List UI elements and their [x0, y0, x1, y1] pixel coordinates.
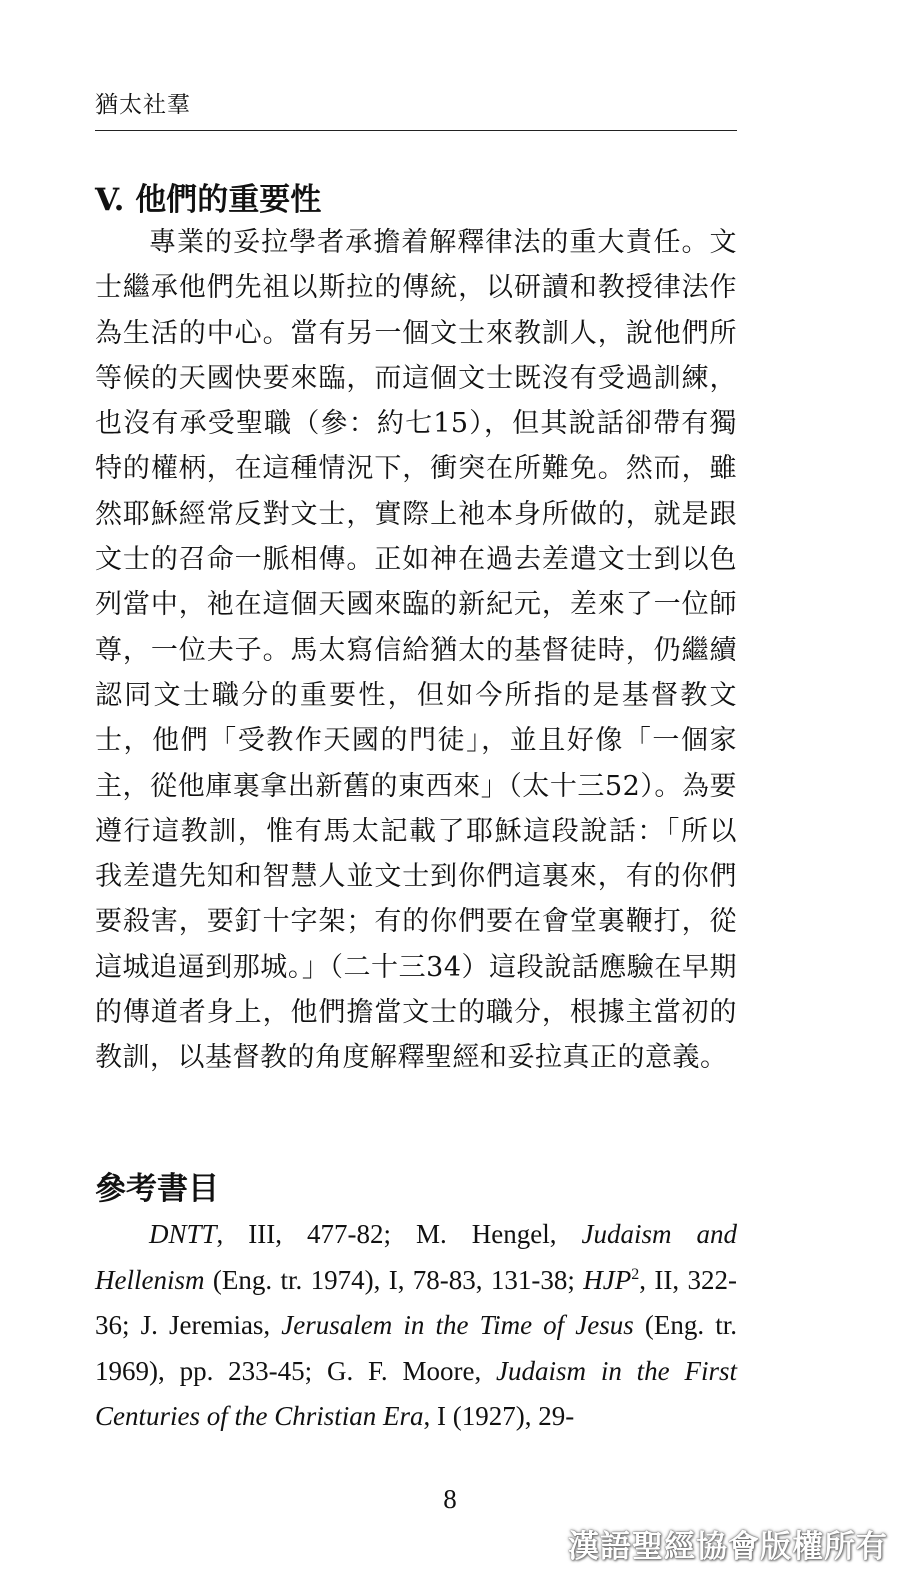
- bibliography-text: [95, 1212, 737, 1440]
- citation-title: Judaism in the First Centuries of the Christian Era: [95, 1355, 737, 1431]
- page-number: 8: [443, 1484, 457, 1514]
- citation-superscript: 2: [631, 1265, 640, 1283]
- running-head: 猶太社羣: [95, 92, 191, 118]
- citation-text: (Eng. tr. 1969), pp. 233-45; G. F. Moore,: [95, 1310, 737, 1386]
- header-rule: [95, 130, 737, 131]
- section-heading: V. 他們的重要性: [95, 182, 322, 218]
- citation-text: , II, 322-36; J. Jeremias,: [95, 1264, 737, 1340]
- bibliography-heading: 參考書目: [95, 1171, 219, 1207]
- citation-text: (Eng. tr. 1974), I, 78-83, 131-38;: [204, 1264, 584, 1295]
- copyright-watermark: 漢語聖經協會版權所有: [568, 1529, 888, 1565]
- citation-text: , III, 477-82; M. Hengel,: [216, 1219, 582, 1249]
- citation-title: DNTT: [149, 1219, 217, 1249]
- citation-text: , I (1927), 29-: [423, 1401, 575, 1431]
- body-paragraph: 專業的妥拉學者承擔着解釋律法的重大責任。文士繼承他們先祖以斯拉的傳統，以研讀和教授律法作為生活的中心。當有另一個文士來教訓人，說他們所等候的天國快要來臨，而這個文士既沒有受過訓練，也沒有承受聖職（參：約七15），但其說話卻帶有獨特的權柄，在這種情況下，衝突在所難免。然而，雖然耶穌經常反對文士，實際上祂本身所做的，就是跟文士的召命一脈相傳。正如神在過去差遣文士到以色列當中，祂在這個天國來臨的新紀元，差來了一位師尊，一位夫子。馬太寫信給猶太的基督徒時，仍繼續認同文士職分的重要性，但如今所指的是基督教文士，他們「受教作天國的門徒」，並且好像「一個家主，從他庫裏拿出新舊的東西來」（太十三52）。為要遵行這教訓，惟有馬太記載了耶穌這段說話：「所以我差遣先知和智慧人並文士到你們這裏來，有的你們要殺害，要釘十字架；有的你們要在會堂裏鞭打，從這城追逼到那城。」（二十三34）這段說話應驗在早期的傳道者身上，他們擔當文士的職分，根據主當初的教訓，以基督教的角度解釋聖經和妥拉真正的意義。: [95, 227, 737, 1074]
- citation-title: HJP: [583, 1264, 632, 1295]
- citation-title: Judaism and Hellenism: [95, 1219, 737, 1295]
- citation-title: Jerusalem in the Time of Jesus: [281, 1310, 634, 1340]
